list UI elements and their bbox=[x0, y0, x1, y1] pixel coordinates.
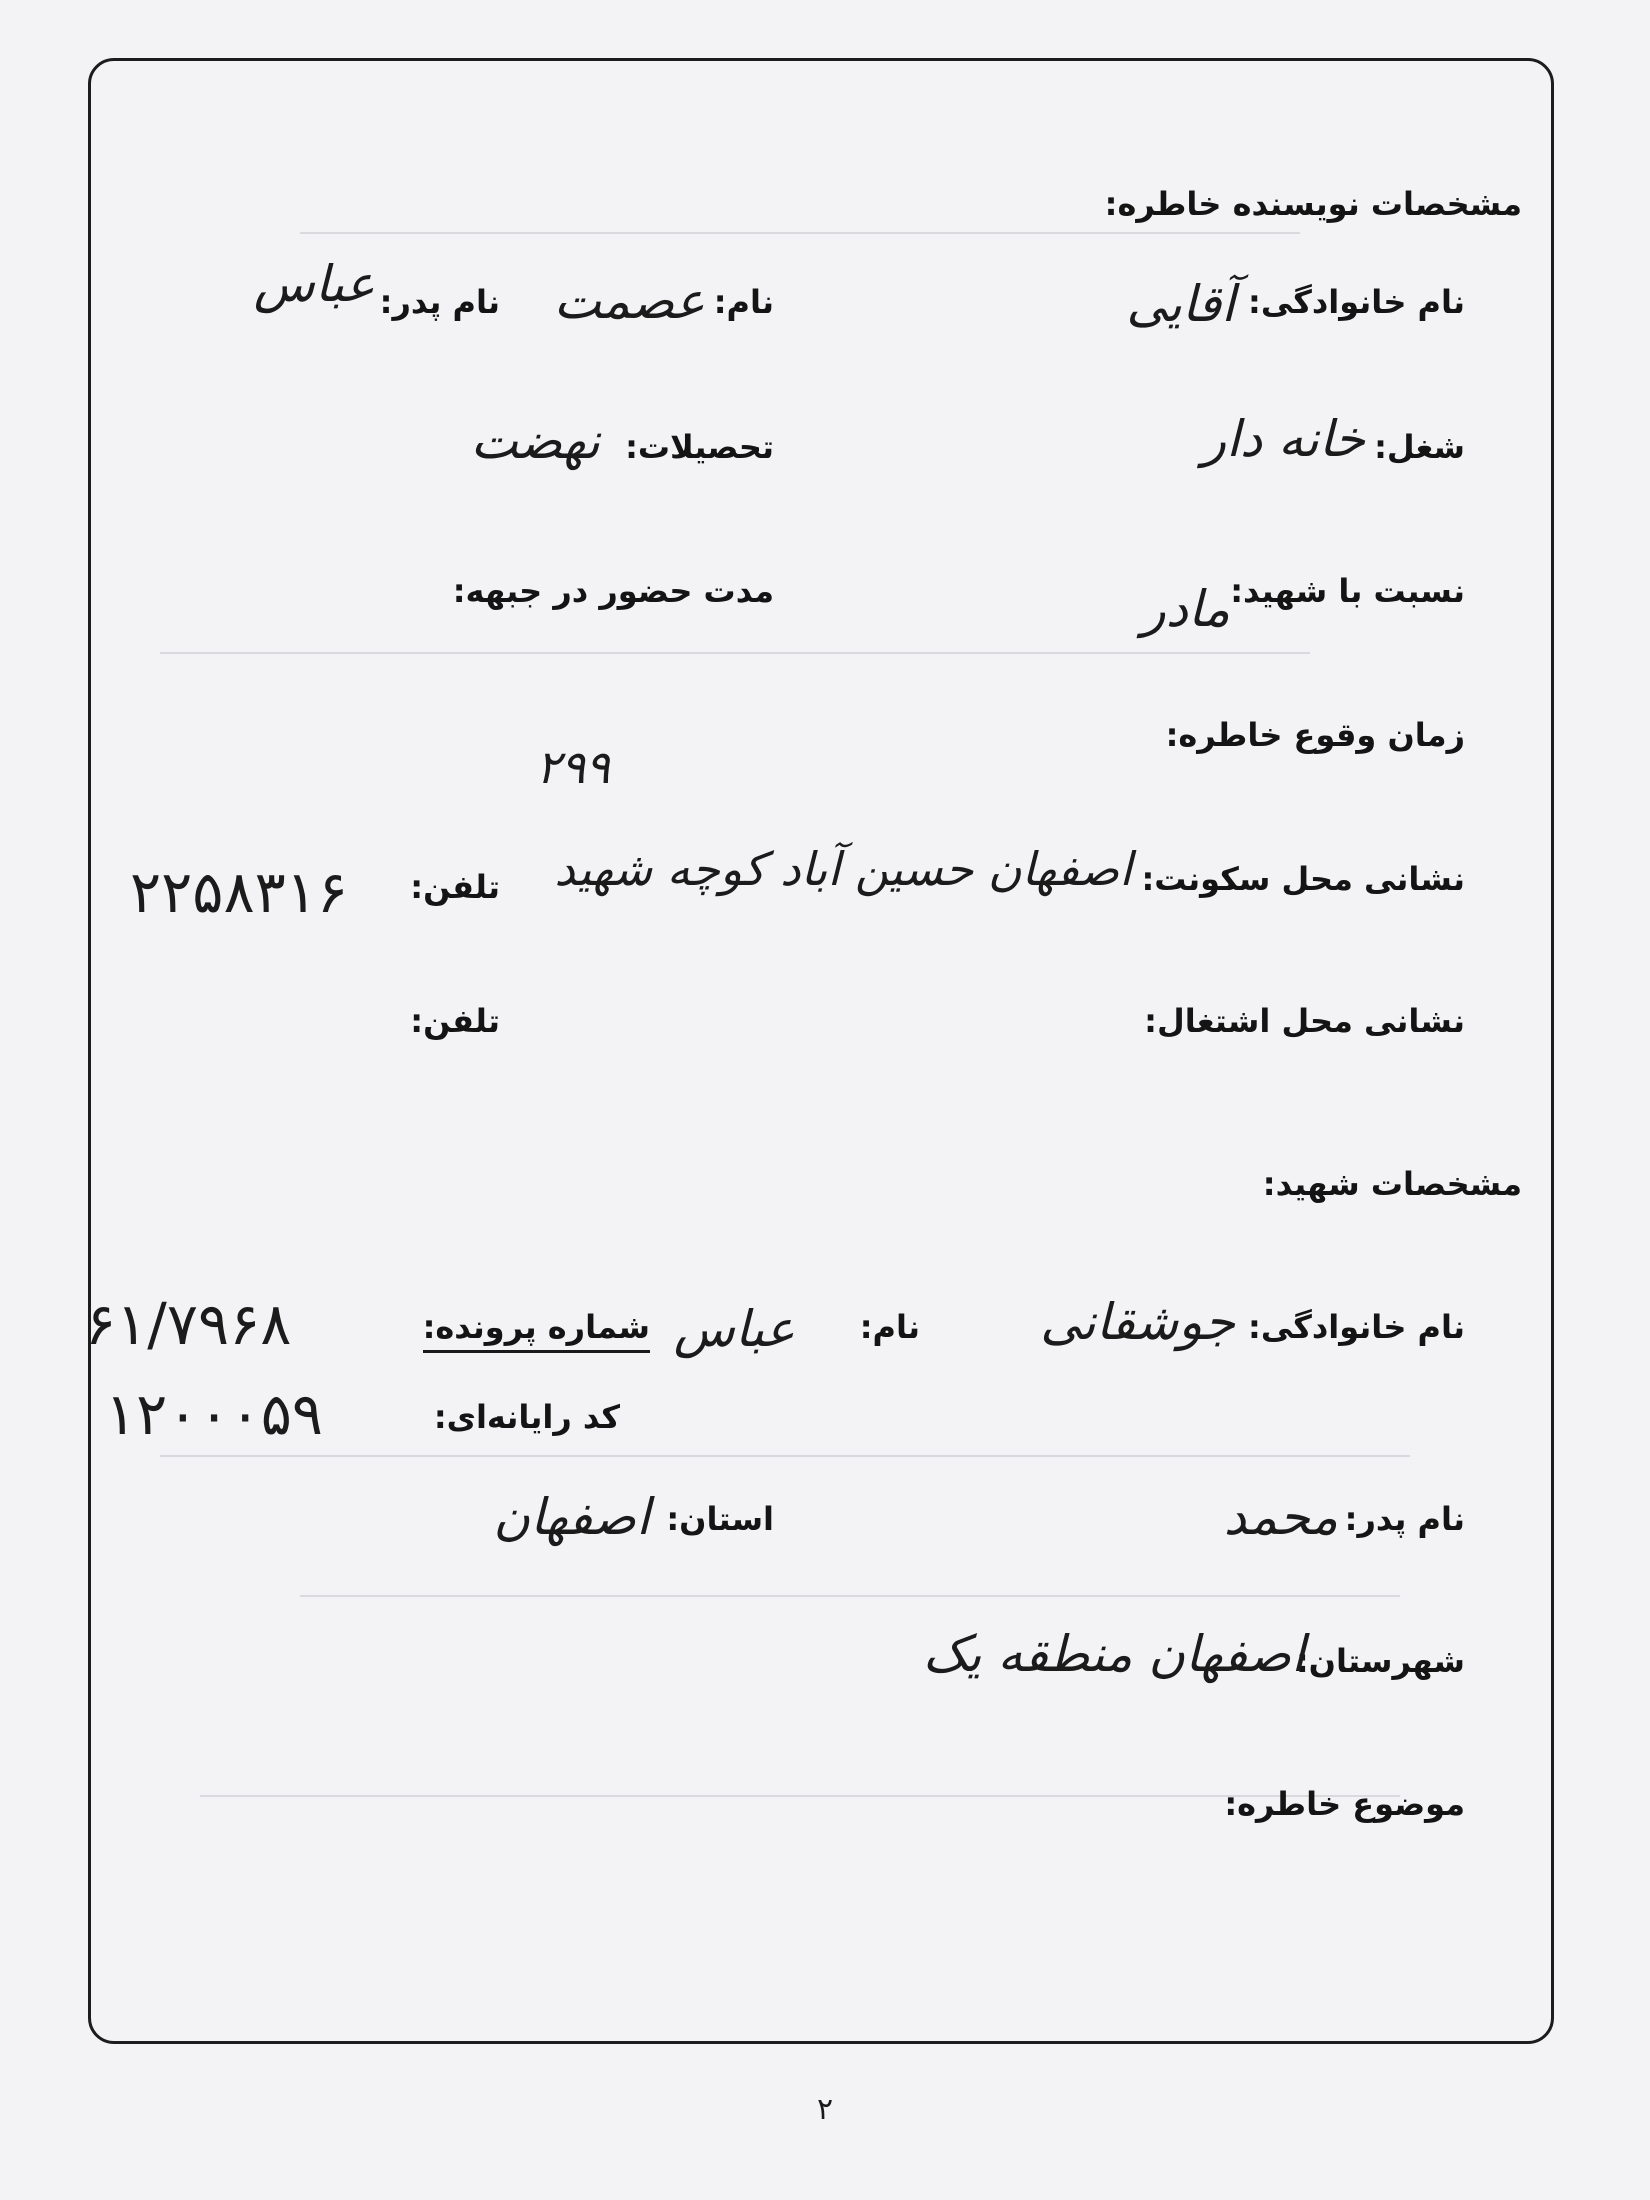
page-frame bbox=[88, 58, 1554, 2044]
writer-front-duration-label: مدت حضور در جبهه: bbox=[452, 572, 774, 610]
martyr-province-value: اصفهان bbox=[493, 1488, 650, 1546]
bleed-through-line bbox=[300, 1595, 1400, 1597]
writer-father-name-label: نام پدر: bbox=[379, 283, 500, 321]
writer-name-value: عصمت bbox=[553, 272, 705, 330]
writer-family-name-label: نام خانوادگی: bbox=[1248, 283, 1465, 321]
bleed-through-line bbox=[300, 232, 1300, 234]
martyr-father-name-label: نام پدر: bbox=[1344, 1500, 1465, 1538]
martyr-province-label: استان: bbox=[666, 1500, 774, 1538]
writer-memory-time-label: زمان وقوع خاطره: bbox=[1165, 716, 1465, 754]
martyr-file-number-value: ۶۱/۷۹۶۸ bbox=[85, 1290, 292, 1358]
page-number: ۲ bbox=[816, 2092, 834, 2127]
writer-address-value: اصفهان حسین آباد کوچه شهید bbox=[554, 842, 1132, 896]
martyr-city-label: شهرستان: bbox=[1295, 1642, 1465, 1680]
martyr-computer-code-label: کد رایانه‌ای: bbox=[433, 1398, 620, 1436]
writer-address-extra: ۲۹۹ bbox=[535, 740, 610, 794]
writer-address-label: نشانی محل سکونت: bbox=[1141, 860, 1465, 898]
martyr-section-heading: مشخصات شهید: bbox=[1262, 1165, 1522, 1203]
writer-education-label: تحصیلات: bbox=[625, 428, 774, 466]
writer-family-name-value: آقایی bbox=[1126, 275, 1235, 333]
bleed-through-line bbox=[160, 652, 1310, 654]
martyr-father-name-value: محمد bbox=[1223, 1488, 1338, 1546]
bleed-through-line bbox=[200, 1795, 1400, 1797]
writer-work-address-label: نشانی محل اشتغال: bbox=[1144, 1002, 1465, 1040]
writer-address-phone-label: تلفن: bbox=[410, 868, 500, 906]
writer-name-label: نام: bbox=[713, 283, 774, 321]
writer-education-value: نهضت bbox=[470, 412, 600, 470]
writer-section-heading: مشخصات نویسنده خاطره: bbox=[1104, 185, 1522, 223]
martyr-name-label: نام: bbox=[859, 1308, 920, 1346]
writer-address-phone-value: ۲۲۵۸۳۱۶ bbox=[130, 858, 349, 926]
martyr-family-name-value: جوشقانی bbox=[1040, 1293, 1235, 1351]
martyr-city-value: اصفهان منطقه یک bbox=[922, 1625, 1305, 1683]
martyr-family-name-label: نام خانوادگی: bbox=[1248, 1308, 1465, 1346]
martyr-memory-subject-label: موضوع خاطره: bbox=[1224, 1785, 1465, 1823]
writer-work-phone-label: تلفن: bbox=[410, 1002, 500, 1040]
writer-relation-value: مادر bbox=[1141, 580, 1230, 638]
bleed-through-line bbox=[160, 1455, 1410, 1457]
martyr-file-number-label: شماره پرونده: bbox=[423, 1308, 650, 1353]
writer-father-name-value: عباس bbox=[253, 255, 375, 313]
writer-job-value: خانه دار bbox=[1201, 410, 1365, 468]
martyr-name-value: عباس bbox=[673, 1300, 795, 1358]
writer-relation-label: نسبت با شهید: bbox=[1230, 572, 1465, 610]
writer-job-label: شغل: bbox=[1374, 428, 1465, 466]
martyr-computer-code-value: ۱۲۰۰۰۵۹ bbox=[105, 1380, 324, 1448]
